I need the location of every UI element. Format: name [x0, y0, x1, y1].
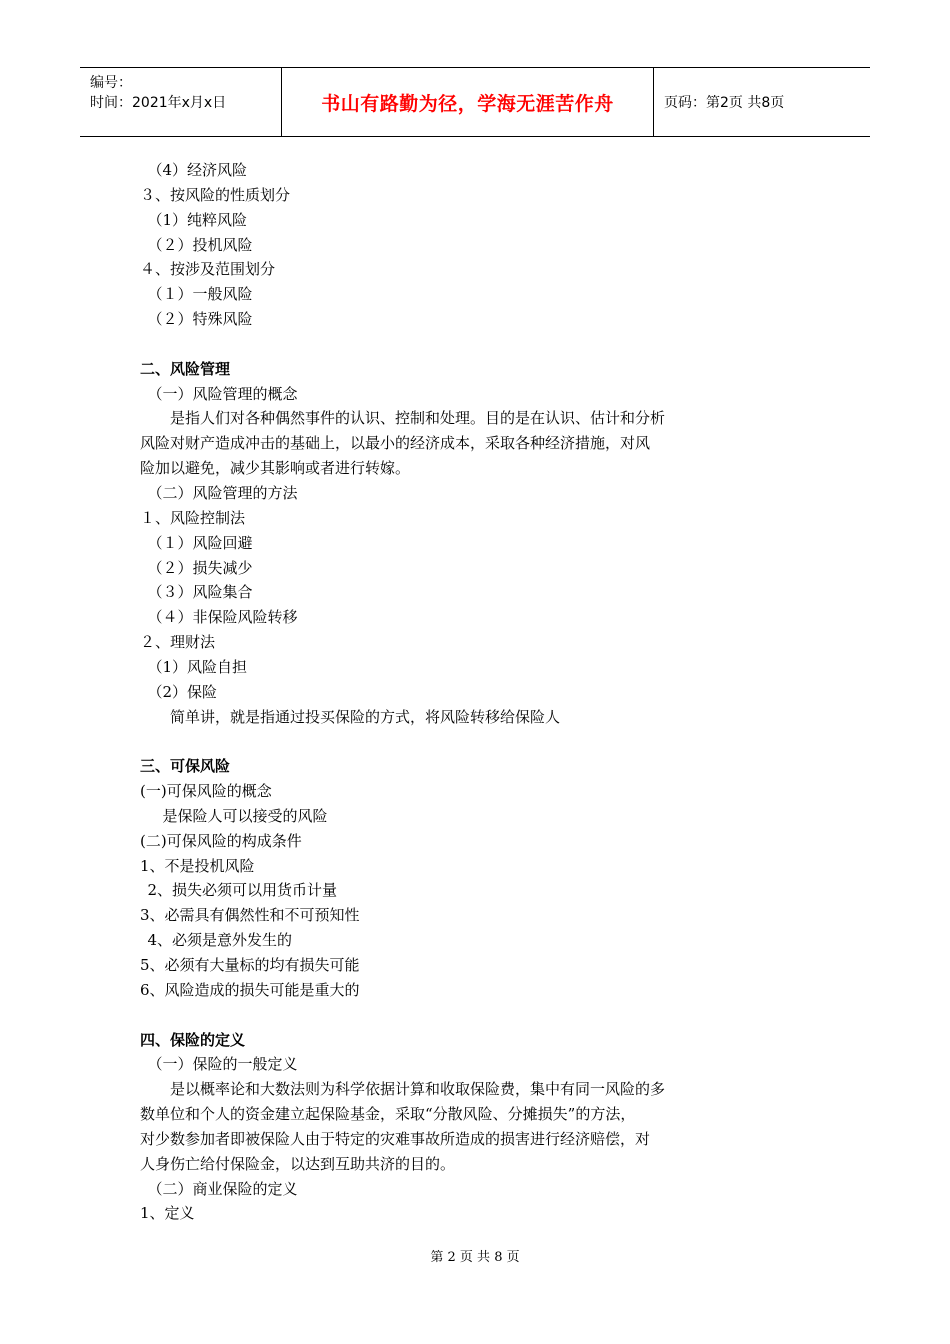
text-line: 数单位和个人的资金建立起保险基金，采取“分散风险、分摊损失”的方法，	[140, 1105, 636, 1124]
document-date-label: 时间：2021年x月x日	[90, 95, 227, 111]
text-line: ３、按风险的性质划分	[140, 185, 291, 204]
text-line: 4、必须是意外发生的	[147, 931, 293, 950]
text-line: 人身伤亡给付保险金，以达到互助共济的目的。	[140, 1154, 456, 1173]
text-line: （２）投机风险	[147, 235, 253, 254]
blank-line	[140, 332, 820, 357]
text-line: 是保险人可以接受的风险	[162, 806, 328, 825]
text-line: (一)可保风险的概念	[140, 782, 272, 801]
text-line: １、风险控制法	[140, 508, 246, 527]
text-line: 简单讲，就是指通过投买保险的方式，将风险转移给保险人	[170, 707, 561, 726]
blank-line	[140, 729, 820, 754]
text-line: （一）风险管理的概念	[147, 384, 298, 403]
text-line: （２）特殊风险	[147, 310, 253, 329]
text-line: 险加以避免，减少其影响或者进行转嫁。	[140, 459, 411, 478]
text-line: （二）商业保险的定义	[147, 1179, 298, 1198]
text-line: （１）一般风险	[147, 285, 253, 304]
text-line: （1）风险自担	[147, 657, 248, 676]
text-line: 1、不是投机风险	[140, 856, 255, 875]
text-line: 2、损失必须可以用货币计量	[147, 881, 338, 900]
section-heading: 四、保险的定义	[140, 1030, 246, 1049]
text-line: （4）经济风险	[147, 161, 248, 179]
page-header	[80, 67, 870, 137]
document-body	[140, 158, 820, 1226]
section-heading: 二、风险管理	[140, 359, 231, 378]
text-line: （1）纯粹风险	[147, 210, 248, 229]
text-line: 是指人们对各种偶然事件的认识、控制和处理。目的是在认识、估计和分析	[170, 409, 666, 428]
text-line: 5、必须有大量标的均有损失可能	[140, 956, 360, 974]
text-line: （１）风险回避	[147, 533, 253, 552]
text-line: ４、按涉及范围划分	[140, 260, 276, 279]
header-page-info: 页码：第2页 共8页	[664, 95, 785, 111]
text-line: 6、风险造成的损失可能是重大的	[140, 980, 360, 999]
text-line: （二）风险管理的方法	[147, 483, 298, 502]
blank-line	[140, 1003, 820, 1028]
text-line: （一）保险的一般定义	[147, 1055, 298, 1074]
text-line: （３）风险集合	[147, 583, 253, 602]
text-line: 风险对财产造成冲击的基础上，以最小的经济成本，采取各种经济措施，对风	[140, 434, 651, 453]
text-line: 是以概率论和大数法则为科学依据计算和收取保险费，集中有同一风险的多	[170, 1080, 666, 1099]
document-number-label: 编号：	[90, 75, 132, 91]
text-line: （2）保险	[147, 682, 218, 701]
text-line: (二)可保风险的构成条件	[140, 831, 302, 850]
text-line: ２、理财法	[140, 633, 216, 652]
text-line: 1、定义	[140, 1204, 195, 1223]
section-heading: 三、可保风险	[140, 757, 231, 776]
header-motto: 书山有路勤为径，学海无涯苦作舟	[282, 68, 654, 136]
page-footer: 第 2 页 共 8 页	[430, 1250, 520, 1265]
text-line: 对少数参加者即被保险人由于特定的灾难事故所造成的损害进行经济赔偿，对	[140, 1129, 651, 1148]
text-line: 3、必需具有偶然性和不可预知性	[140, 906, 360, 925]
text-line: （４）非保险风险转移	[147, 608, 298, 627]
text-line: （２）损失减少	[147, 558, 253, 577]
header-meta	[80, 68, 282, 136]
